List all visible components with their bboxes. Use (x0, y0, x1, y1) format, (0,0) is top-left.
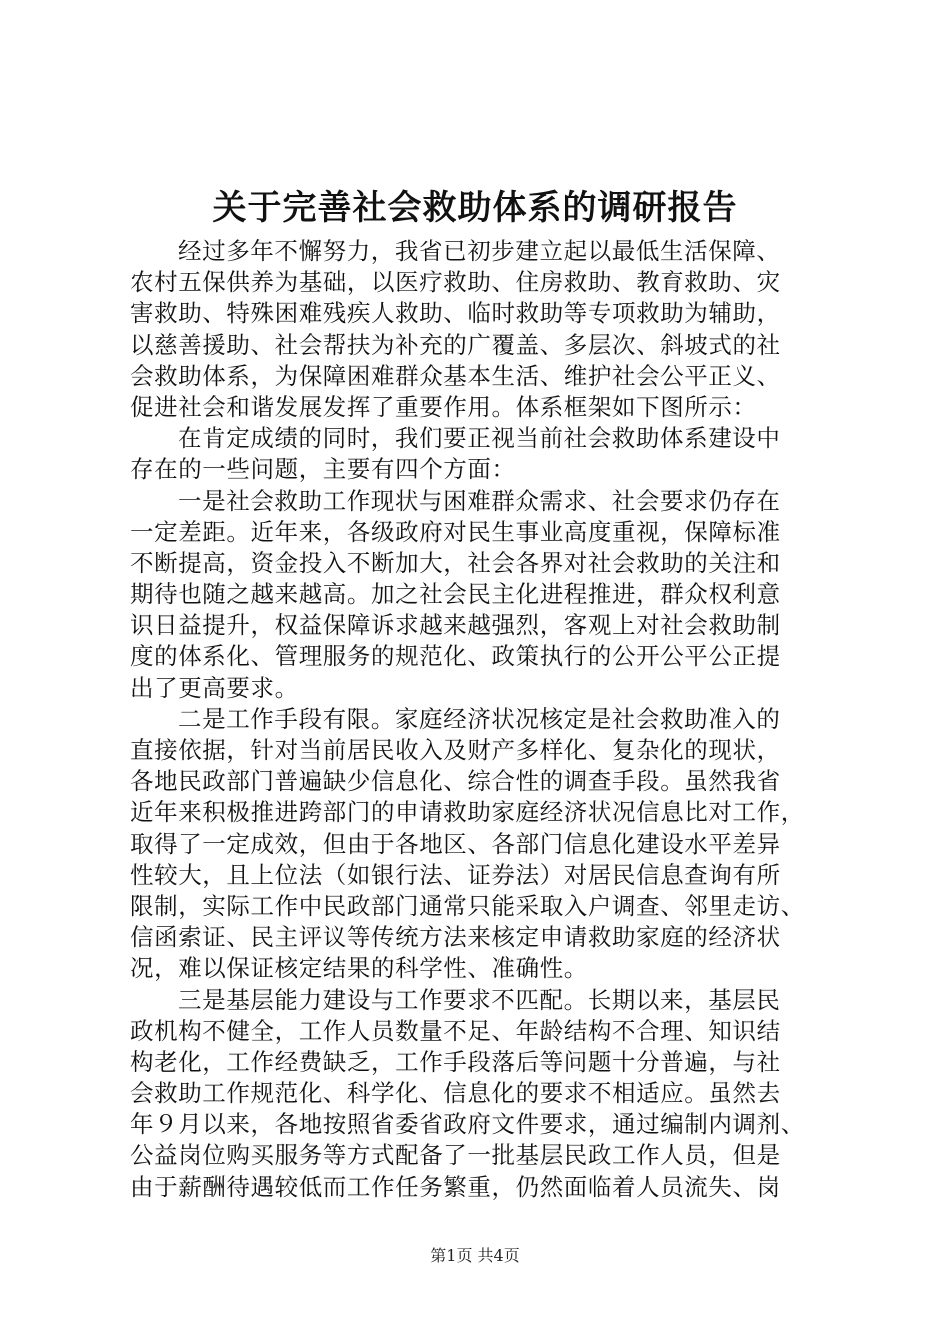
text-line: 一定差距。近年来，各级政府对民生事业高度重视，保障标准 (130, 517, 781, 546)
text-line: 以慈善援助、社会帮扶为补充的广覆盖、多层次、斜坡式的社 (130, 330, 781, 359)
text-line: 期待也随之越来越高。加之社会民主化进程推进，群众权利意 (130, 580, 781, 609)
text-line: 会救助体系，为保障困难群众基本生活、维护社会公平正义、 (130, 361, 781, 390)
text-line: 构老化，工作经费缺乏，工作手段落后等问题十分普遍，与社 (130, 1047, 781, 1076)
text-line: 二是工作手段有限。家庭经济状况核定是社会救助准入的 (178, 704, 781, 733)
text-line: 一是社会救助工作现状与困难群众需求、社会要求仍存在 (178, 486, 781, 515)
text-line: 在肯定成绩的同时，我们要正视当前社会救助体系建设中 (178, 424, 781, 453)
page-footer: 第1页 共4页 (430, 1246, 520, 1265)
text-line: 限制，实际工作中民政部门通常只能采取入户调查、邻里走访、 (130, 891, 805, 920)
text-line: 害救助、特殊困难残疾人救助、临时救助等专项救助为辅助， (130, 299, 781, 328)
text-line: 经过多年不懈努力，我省已初步建立起以最低生活保障、 (178, 237, 781, 265)
text-line: 直接依据，针对当前居民收入及财产多样化、复杂化的现状， (130, 736, 781, 764)
text-line: 政机构不健全，工作人员数量不足、年龄结构不合理、知识结 (130, 1016, 781, 1045)
text-line: 会救助工作规范化、科学化、信息化的要求不相适应。虽然去 (130, 1079, 781, 1108)
text-line: 各地民政部门普遍缺少信息化、综合性的调查手段。虽然我省 (130, 767, 781, 796)
page-title: 关于完善社会救助体系的调研报告 (212, 188, 738, 228)
text-line: 度的体系化、管理服务的规范化、政策执行的公开公平公正提 (130, 642, 781, 671)
text-line: 近年来积极推进跨部门的申请救助家庭经济状况信息比对工作， (130, 798, 805, 827)
text-line: 取得了一定成效，但由于各地区、各部门信息化建设水平差异 (130, 829, 781, 858)
text-line: 存在的一些问题，主要有四个方面： (130, 455, 516, 484)
text-line: 三是基层能力建设与工作要求不匹配。长期以来，基层民 (178, 985, 781, 1014)
text-line: 识日益提升，权益保障诉求越来越强烈，客观上对社会救助制 (130, 611, 781, 640)
text-line: 年９月以来，各地按照省委省政府文件要求，通过编制内调剂、 (130, 1110, 805, 1139)
text-line: 农村五保供养为基础，以医疗救助、住房救助、教育救助、灾 (130, 268, 781, 297)
text-line: 公益岗位购买服务等方式配备了一批基层民政工作人员，但是 (130, 1141, 781, 1170)
text-line: 出了更高要求。 (130, 673, 299, 702)
text-line: 况，难以保证核定结果的科学性、准确性。 (130, 954, 588, 983)
text-line: 不断提高，资金投入不断加大，社会各界对社会救助的关注和 (130, 548, 781, 577)
text-line: 信函索证、民主评议等传统方法来核定申请救助家庭的经济状 (130, 923, 781, 952)
text-line: 性较大，且上位法（如银行法、证券法）对居民信息查询有所 (130, 860, 781, 889)
text-line: 由于薪酬待遇较低而工作任务繁重，仍然面临着人员流失、岗 (130, 1172, 781, 1201)
text-line: 促进社会和谐发展发挥了重要作用。体系框架如下图所示： (130, 392, 757, 421)
document-body (130, 236, 830, 1203)
